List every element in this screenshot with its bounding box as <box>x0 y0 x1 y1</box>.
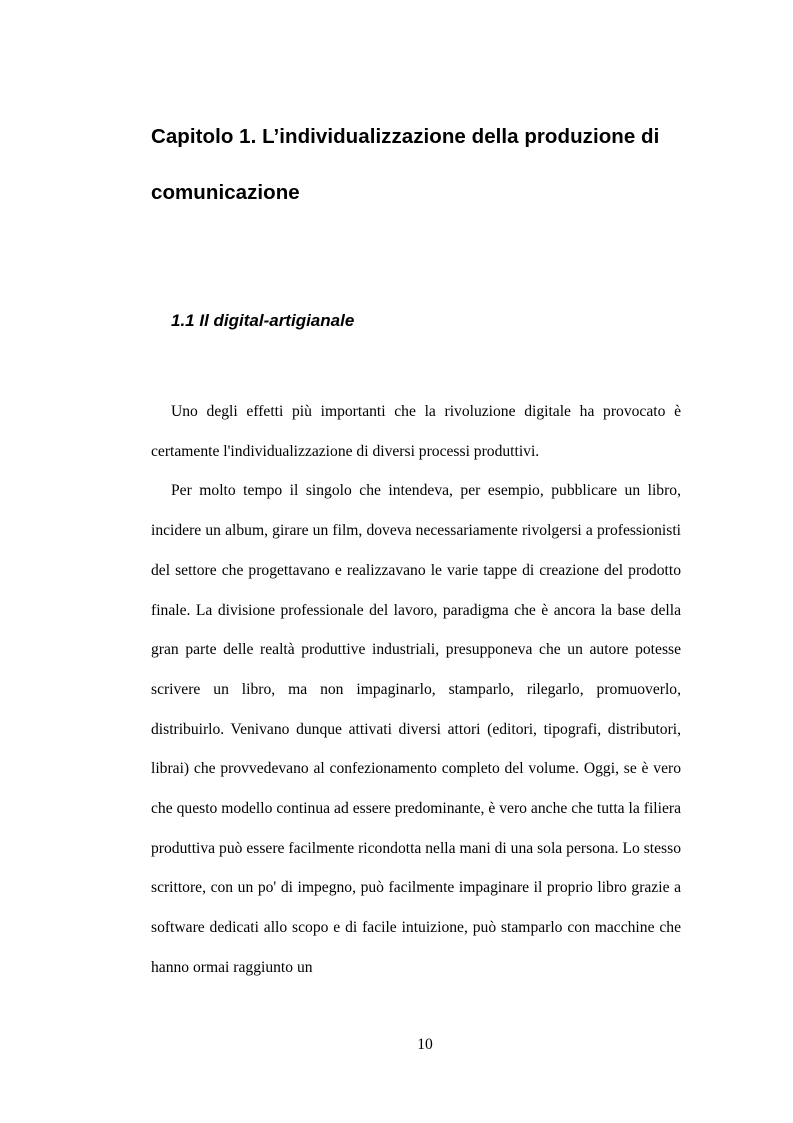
chapter-title: Capitolo 1. L’individualizzazione della produzione di comunicazione <box>151 125 660 204</box>
page-number: 10 <box>417 1036 433 1053</box>
paragraph: Per molto tempo il singolo che intendeva, per esempio, pubblicare un libro, incidere un album, girare un film, doveva necessariamente rivolgersi a professionisti del settore che progettavano e realizzavano le varie tappe di creazione del prodotto finale. La divisione professionale del lavoro, paradigma che è ancora la base della gran parte delle realtà produttive industriali, presupponeva che un autore potesse scrivere un libro, ma non impaginarlo, stamparlo, rilegarlo, promuoverlo, distribuirlo. Venivano dunque attivati diversi attori (editori, tipografi, distributori, librai) che provvedevano al confezionamento completo del volume. Oggi, se è vero che questo modello continua ad essere predominante, è vero anche che tutta la filiera produttiva può essere facilmente ricondotta nella mani di una sola persona. Lo stesso scrittore, con un po' di impegno, può facilmente impaginare il proprio libro grazie a software dedicati allo scopo e di facile intuizione, può stamparlo con macchine che hanno ormai raggiunto un <box>151 482 681 976</box>
paragraph: Uno degli effetti più importanti che la rivoluzione digitale ha provocato è certamente l'individualizzazione di diversi processi produttivi. <box>151 403 681 460</box>
section-title: 1.1 Il digital-artigianale <box>171 311 355 330</box>
body-text <box>151 392 681 988</box>
